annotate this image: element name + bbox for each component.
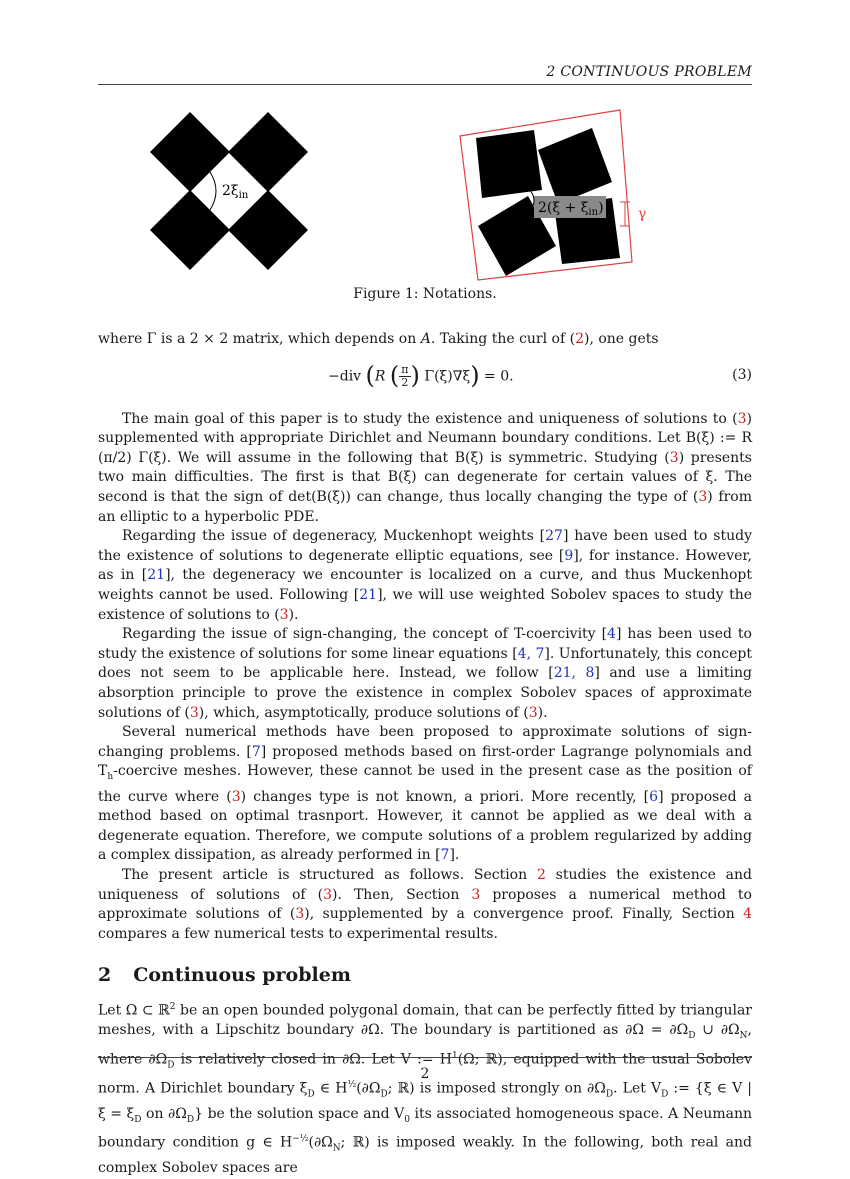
figure-drawing xyxy=(98,100,752,290)
ref-eq-3[interactable]: 3 xyxy=(737,410,747,427)
square-top-left xyxy=(476,130,542,198)
ref-eq-3[interactable]: 3 xyxy=(231,788,241,805)
diamond-bottom-left xyxy=(150,190,230,270)
citation-4[interactable]: 4 xyxy=(607,626,616,643)
main-text xyxy=(98,330,752,1179)
citation-4-7[interactable]: 4, 7 xyxy=(517,645,545,662)
section-heading: 2 Continuous problem xyxy=(98,964,351,987)
ref-eq-3[interactable]: 3 xyxy=(295,906,305,923)
paragraph-sign-changing: Regarding the issue of sign-changing, the concept of T-coercivity [4] has been used to study the existence of solutions for some linear equations [4, 7]. Unfortunately, this concept does not seem to be applicable here. Instead, we follow [21, 8] and use a limiting absorption principle to prove the existence in complex Sobolev spaces of approximate solutions of (3), which, asymptotically, produce solutions of (3). xyxy=(98,626,753,721)
paragraph-goal: The main goal of this paper is to study the existence and uniqueness of solutions to (3) supplemented with appropriate Dirichlet and Neumann boundary conditions. Let B(ξ) := R (π/2) Γ(ξ). We will assume in the following that B(ξ) is symmetric. Studying (3) presents two main difficulties. The first is that B(ξ) can degenerate for certain values of ξ. The second is that the sign of det(B(ξ)) can change, thus locally changing the type of (3) from an elliptic to a hyperbolic PDE. xyxy=(98,410,752,525)
diamond-top-left xyxy=(150,112,230,192)
citation-21[interactable]: 21 xyxy=(359,586,378,603)
figure-1 xyxy=(98,100,752,310)
angle-arc-left xyxy=(210,172,216,210)
equation-number: (3) xyxy=(732,366,752,383)
ref-eq-3[interactable]: 3 xyxy=(698,488,708,505)
ref-eq-2[interactable]: 2 xyxy=(575,331,584,347)
angle-label-left: $2\xi_{in}$ xyxy=(222,183,249,201)
paragraph-structure: The present article is structured as follows. Section 2 studies the existence and uniqueness of solutions of (3). Then, Section 3 proposes a numerical method to approximate solutions of (3), supplemented by a convergence proof. Finally, Section 4 compares a few numerical tests to experimental results. xyxy=(98,867,753,942)
diamond-bottom-right xyxy=(228,190,308,270)
citation-21-8[interactable]: 21, 8 xyxy=(553,665,595,682)
gamma-label: γ xyxy=(638,206,647,222)
ref-eq-3[interactable]: 3 xyxy=(528,704,538,721)
paragraph-domain: Let Ω ⊂ ℝ$^2$ be an open bounded polygonal domain, that can be perfectly fitted by triangular meshes, with a Lipschitz boundary ∂Ω. The boundary is partitioned as $\partial\Omega = \partial\Omega_D$ ∪ $\partial\Omega_N$, where $\partial\Omega_D$ is relatively closed in ∂Ω. Let V := $H^1(\Omega$; ℝ), equipped with the usual Sobolev norm. A Dirichlet boundary $\xi_D$ ∈ $H^{\frac{1}{2}}(\partial\Omega_D$; ℝ) is imposed strongly on $\partial\Omega_D$. Let $V_D$ := {ξ ∈ V | $\xi = \xi_D$ on $\partial\Omega_D$} be the solution space and $V_0$ its associated homogeneous space. A Neumann boundary condition g ∈ $H^{-\frac{1}{2}}(\partial\Omega_N$; ℝ) is imposed weakly. In the following, both real and complex Sobolev spaces are xyxy=(98,1002,752,1177)
right-rotated-pattern xyxy=(460,110,646,280)
header-rule xyxy=(98,84,752,85)
ref-eq-3[interactable]: 3 xyxy=(669,449,679,466)
footer-rule xyxy=(98,1057,752,1058)
ref-eq-3[interactable]: 3 xyxy=(323,886,332,903)
ref-section-2[interactable]: 2 xyxy=(536,867,546,884)
running-header: 2 CONTINUOUS PROBLEM xyxy=(546,64,752,80)
left-diamond-pattern xyxy=(150,112,308,270)
figure-caption: Figure 1: Notations. xyxy=(353,286,497,302)
paragraph-degeneracy: Regarding the issue of degeneracy, Muckenhopt weights [27] have been used to study the existence of solutions to degenerate elliptic equations, see [9], for instance. However, as in [21], the degeneracy we encounter is localized on a curve, and thus Muckenhopt weights cannot be used. Following [21], we will use weighted Sobolev spaces to study the existence of solutions to (3). xyxy=(98,528,753,623)
equation-3: −div (R ( $\frac{\pi}{2}$) Γ(ξ)∇ξ) = 0. (3) xyxy=(328,361,752,390)
citation-7[interactable]: 7 xyxy=(440,847,450,864)
page-number: 2 xyxy=(420,1066,430,1082)
paragraph-numerical-methods: Several numerical methods have been proposed to approximate solutions of sign-changing problems. [7] proposed methods based on first-order Lagrange polynomials and $T_h$-coercive meshes. However, these cannot be used in the present case as the position of the curve where (3) changes type is not known, a priori. More recently, [6] proposed a method based on optimal trasnport. However, it cannot be applied as we deal with a degenerate equation. Therefore, we compute solutions of a problem regularized by adding a complex dissipation, as already performed in [7]. xyxy=(98,724,753,864)
citation-7[interactable]: 7 xyxy=(251,743,261,760)
citation-6[interactable]: 6 xyxy=(649,788,659,805)
diamond-top-right xyxy=(228,112,308,192)
citation-21[interactable]: 21 xyxy=(147,567,166,584)
square-top-right xyxy=(538,128,612,204)
ref-section-3[interactable]: 3 xyxy=(471,886,481,903)
angle-label-right: $2(\xi + \xi_{in})$ xyxy=(538,200,604,218)
ref-eq-3[interactable]: 3 xyxy=(279,606,289,623)
ref-section-4[interactable]: 4 xyxy=(743,906,753,923)
citation-27[interactable]: 27 xyxy=(545,528,563,545)
paragraph-intro-eq: where Γ is a 2 × 2 matrix, which depends on A. Taking the curl of (2), one gets xyxy=(98,331,659,347)
citation-9[interactable]: 9 xyxy=(564,547,574,564)
ref-eq-3[interactable]: 3 xyxy=(189,704,199,721)
